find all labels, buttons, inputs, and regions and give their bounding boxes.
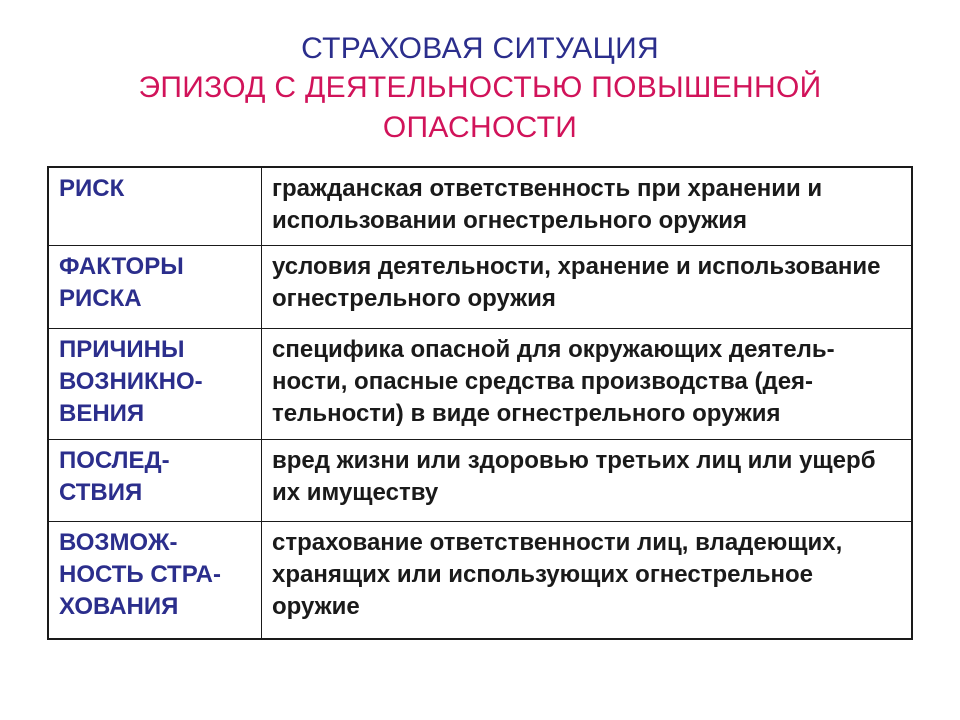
table-row-causes: [48, 329, 912, 440]
table-row-consequences: [48, 440, 912, 522]
table-row-risk: [48, 167, 912, 246]
title-subtitle: ЭПИЗОД С ДЕЯТЕЛЬНОСТЬЮ ПОВЫШЕННОЙ ОПАСНОСТИ: [138, 71, 822, 144]
risk-table: [47, 166, 913, 640]
row-description: гражданская ответственность при хранении и использовании огнестрельного оружия: [262, 167, 913, 246]
slide-title: [0, 30, 960, 148]
row-description: вред жизни или здоровью третьих лиц или ущерб их имуществу: [262, 440, 913, 522]
row-description: специфика опасной для окружающих деятель-ности, опасные средства производства (дея-тельности) в виде огнестрельного оружия: [262, 329, 913, 440]
row-label: ПОСЛЕД-СТВИЯ: [48, 440, 262, 522]
row-label: РИСК: [48, 167, 262, 246]
row-label: ВОЗМОЖ-НОСТЬ СТРА-ХОВАНИЯ: [48, 522, 262, 640]
row-description: страхование ответственности лиц, владеющих, хранящих или использующих огнестрельное оружие: [262, 522, 913, 640]
table-row-risk-factors: [48, 246, 912, 329]
row-description: условия деятельности, хранение и использование огнестрельного оружия: [262, 246, 913, 329]
title-main: СТРАХОВАЯ СИТУАЦИЯ: [301, 32, 659, 65]
row-label: ФАКТОРЫ РИСКА: [48, 246, 262, 329]
table-row-insurability: [48, 522, 912, 640]
row-label: ПРИЧИНЫ ВОЗНИКНО-ВЕНИЯ: [48, 329, 262, 440]
